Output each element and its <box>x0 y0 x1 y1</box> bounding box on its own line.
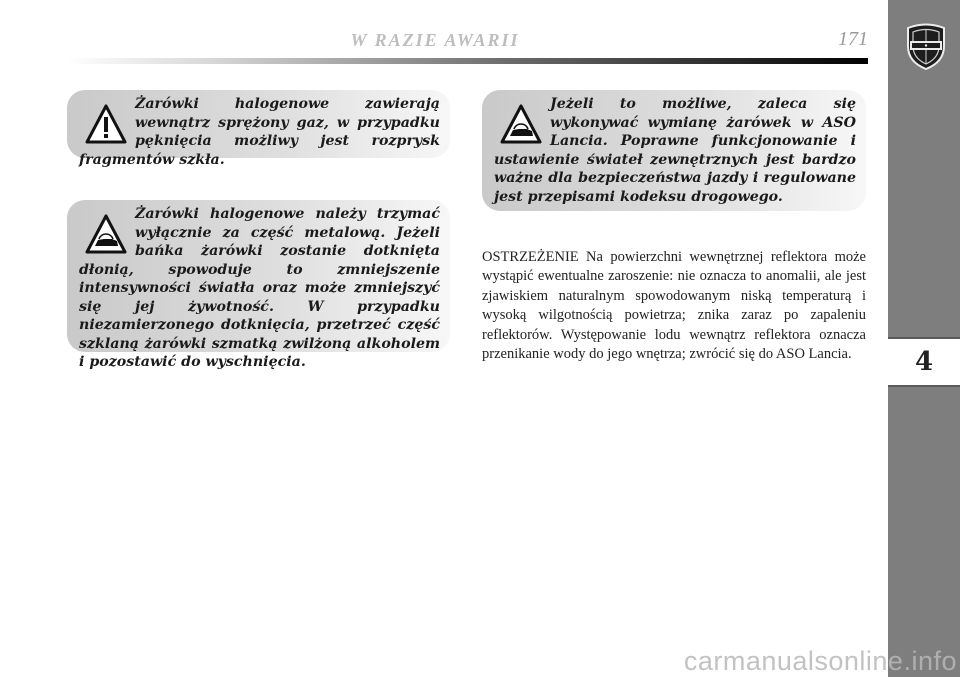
warning-box-halogen-gas <box>67 90 450 168</box>
warning-triangle-exclamation-icon <box>85 103 127 145</box>
warning-text: Żarówki halogenowe należy trzymać wyłącznie za część metalową. Jeżeli bańka żarówki zostanie dotknięta dłonią, spowoduje to zmniejszenie intensywności światła oraz może zmniejszyć się jej żywotność. W przypadku niezamierzonego dotknięcia, przetrzeć część szklaną żarówki szmatką zwilżoną alkoholem i pozostawić do wyschnięcia. <box>79 206 440 370</box>
chapter-tab[interactable]: 4 <box>888 337 960 387</box>
header-rule <box>66 58 868 64</box>
warning-box-service-recommendation <box>482 90 866 211</box>
watermark: carmanualsonline.info <box>683 646 957 676</box>
body-paragraph-condensation: OSTRZEŻENIE Na powierzchni wewnętrznej reflektora może wystąpić ewentualne zaroszenie: nie oznacza to anomalii, ale jest zjawiskiem naturalnym spowodowanym niską temperaturą i wysoką wilgotnością powietrza; znika zaraz po zapaleniu reflektorów. Występowanie lodu wewnątrz reflektora oznacza przenikanie wody do jego wnętrza; zwrócić się do ASO Lancia. <box>482 249 866 363</box>
lancia-shield-logo-icon <box>904 22 948 70</box>
page-title: W RAZIE AWARII <box>350 30 520 50</box>
warning-box-halogen-handling <box>67 200 450 370</box>
warning-text: Jeżeli to możliwe, zaleca się wykonywać wymianę żarówek w ASO Lancia. Poprawne funkcjonowanie i ustawienie świateł zewnętrznych jest bardzo ważne dla bezpieczeństwa jazdy i regulowane jest przepisami kodeksu drogowego. <box>494 96 856 205</box>
warning-text: Żarówki halogenowe zawierają wewnątrz sprężony gaz, w przypadku pęknięcia możliwy jest rozprysk fragmentów szkła. <box>79 96 440 168</box>
warning-triangle-hand-icon <box>85 213 127 255</box>
page-number: 171 <box>838 28 868 50</box>
warning-triangle-hand-icon <box>500 103 542 145</box>
